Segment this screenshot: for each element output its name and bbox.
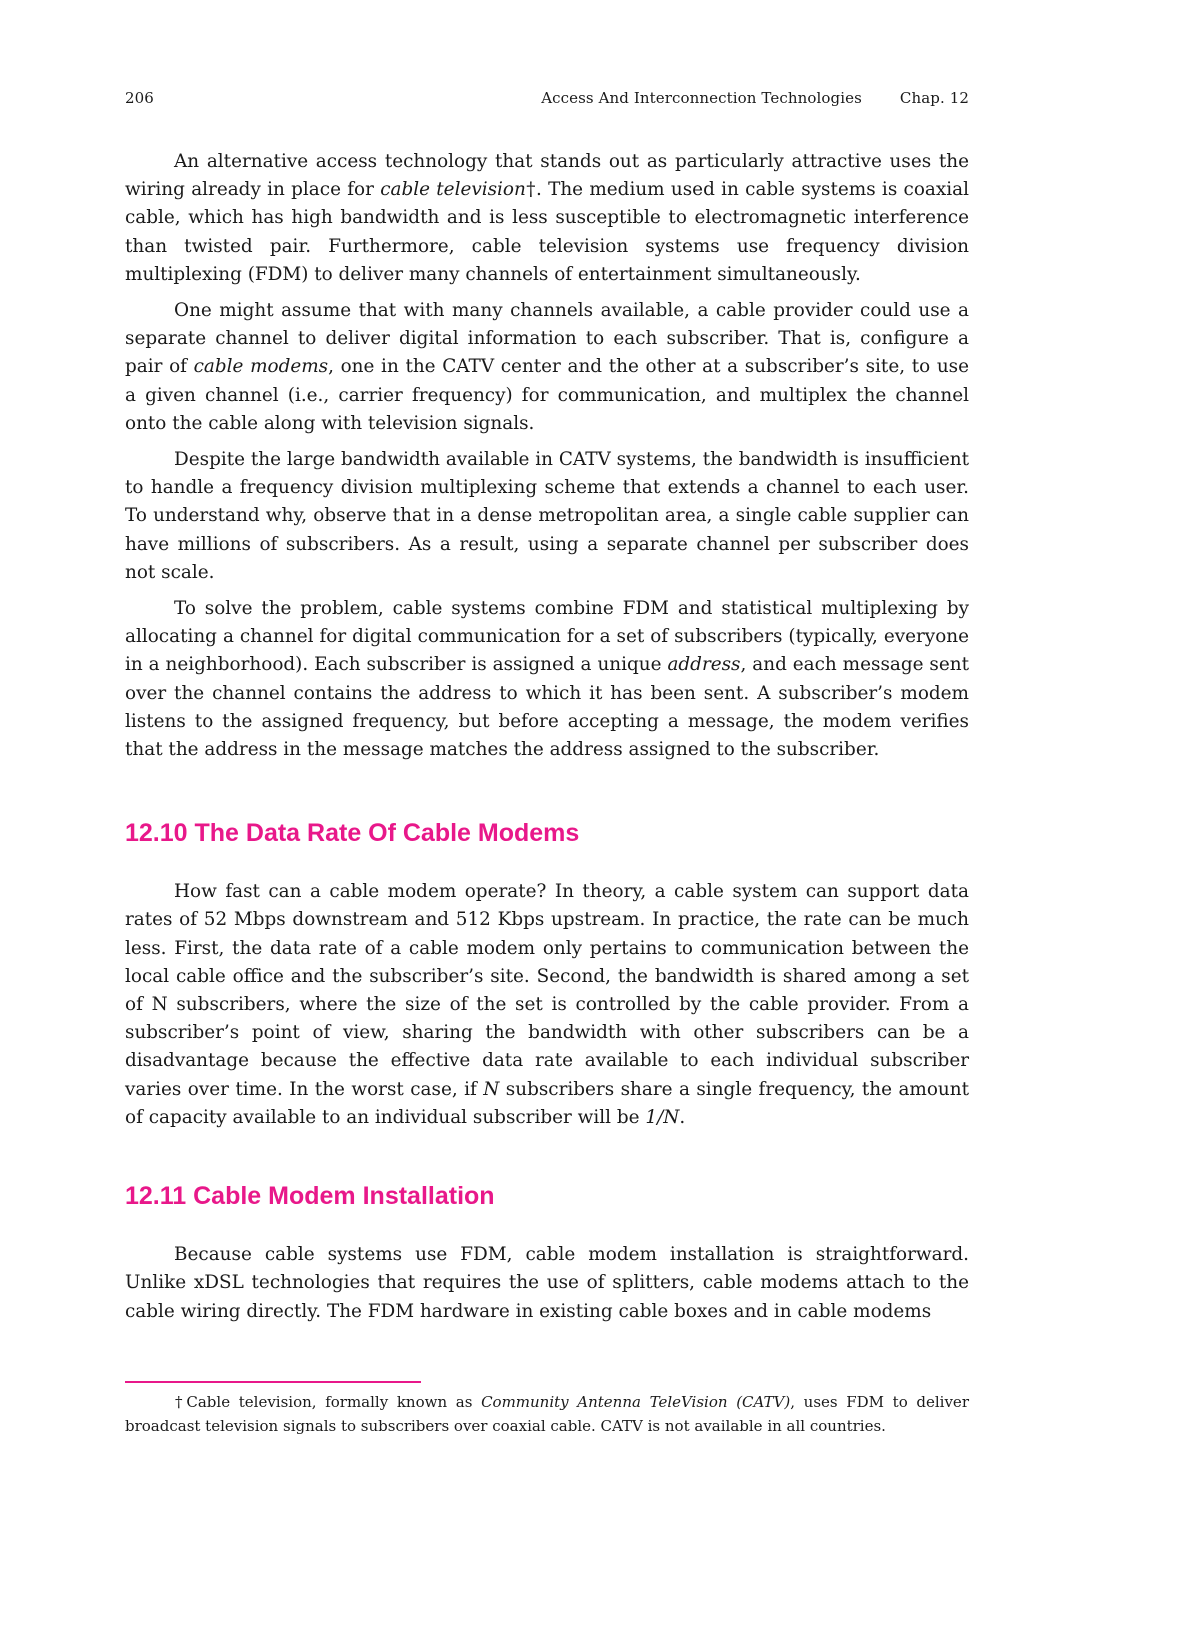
section-text: [125, 878, 969, 1132]
paragraph: [125, 595, 969, 764]
intro-text: [125, 148, 969, 764]
page-number: 206: [125, 89, 154, 107]
footnote-marker: †: [525, 179, 536, 201]
text-run: , uses FDM to deliver broadcast television signals to subscribers over coaxial cable. CATV is not available in all countries.: [125, 1393, 969, 1435]
text-run: One might assume that with many channels available, a cable provider could use a separate channel to deliver digital information to each subscriber. That is, configure a pair of: [125, 300, 969, 378]
chapter-label: Chap. 12: [899, 89, 969, 107]
math-variable: N: [483, 1078, 500, 1100]
text-run: , one in the CATV center and the other at a subscriber’s site, to use a given channel (i.e., carrier frequency) for communication, and multiplex the channel onto the cable along with television signals.: [125, 356, 969, 434]
section-text: [125, 1241, 969, 1326]
footnote: [125, 1390, 969, 1438]
running-header-right: [541, 88, 969, 108]
paragraph: Despite the large bandwidth available in CATV systems, the bandwidth is insufficient to handle a frequency division multiplexing scheme that extends a channel to each user. To understand why, observe that in a dense metropolitan area, a single cable supplier can have millions of subscribers. As a result, using a separate channel per subscriber does not scale.: [125, 449, 969, 583]
footnote-divider: [125, 1381, 421, 1383]
text-run: , and each message sent over the channel contains the address to which it has been sent. A subscriber’s modem listens to the assigned frequency, but before accepting a message, the modem verifies that the address in the message matches the address assigned to the subscriber.: [125, 654, 969, 761]
text-run: . The medium used in cable systems is coaxial cable, which has high bandwidth and is less susceptible to electromagnetic interference than twisted pair. Furthermore, cable television systems use frequency division multiplexing (FDM) to deliver many channels of entertainment simultaneously.: [125, 179, 969, 285]
section-heading: 12.10 The Data Rate Of Cable Modems: [125, 819, 580, 848]
text-run: .: [679, 1106, 686, 1128]
emphasized-term: Community Antenna TeleVision (CATV): [481, 1393, 791, 1411]
running-header: [125, 88, 969, 108]
section-heading: 12.11 Cable Modem Installation: [125, 1182, 495, 1211]
paragraph: [125, 148, 969, 289]
footnote-marker: †: [175, 1393, 187, 1411]
text-run: An alternative access technology that stands out as particularly attractive uses the wiring already in place for: [125, 151, 969, 201]
paragraph: [125, 297, 969, 438]
math-fraction: 1/N: [645, 1106, 680, 1128]
text-run: How fast can a cable modem operate? In theory, a cable system can support data rates of 52 Mbps downstream and 512 Kbps upstream. In practice, the rate can be much less. First, the data rate of a cable modem only pertains to communication between the local cable office and the subscriber’s site. Second, the bandwidth is shared among a set of N subscribers, where the size of the set is controlled by the cable provider. From a subscriber’s point of view, sharing the bandwidth with other subscribers can be a disadvantage because the effective data rate available to each individual subscriber varies over time. In the worst case, if: [125, 881, 969, 1100]
emphasized-term: cable television: [380, 179, 526, 201]
paragraph: Because cable systems use FDM, cable modem installation is straightforward. Unlike xDSL technologies that requires the use of splitters, cable modems attach to the cable wiring directly. The FDM hardware in existing cable boxes and in cable modems: [125, 1244, 969, 1322]
page: [125, 88, 969, 1326]
text-run: subscribers share a single frequency, the amount of capacity available to an individual subscriber will be: [125, 1078, 969, 1128]
text-run: To solve the problem, cable systems combine FDM and statistical multiplexing by allocating a channel for digital communication for a set of subscribers (typically, everyone in a neighborhood). Each subscriber is assigned a unique: [125, 598, 969, 676]
text-run: Cable television, formally known as: [186, 1393, 482, 1411]
chapter-title: Access And Interconnection Technologies: [541, 89, 862, 107]
emphasized-term: cable modems: [193, 356, 329, 378]
emphasized-term: address: [667, 654, 741, 676]
paragraph: [125, 878, 969, 1132]
